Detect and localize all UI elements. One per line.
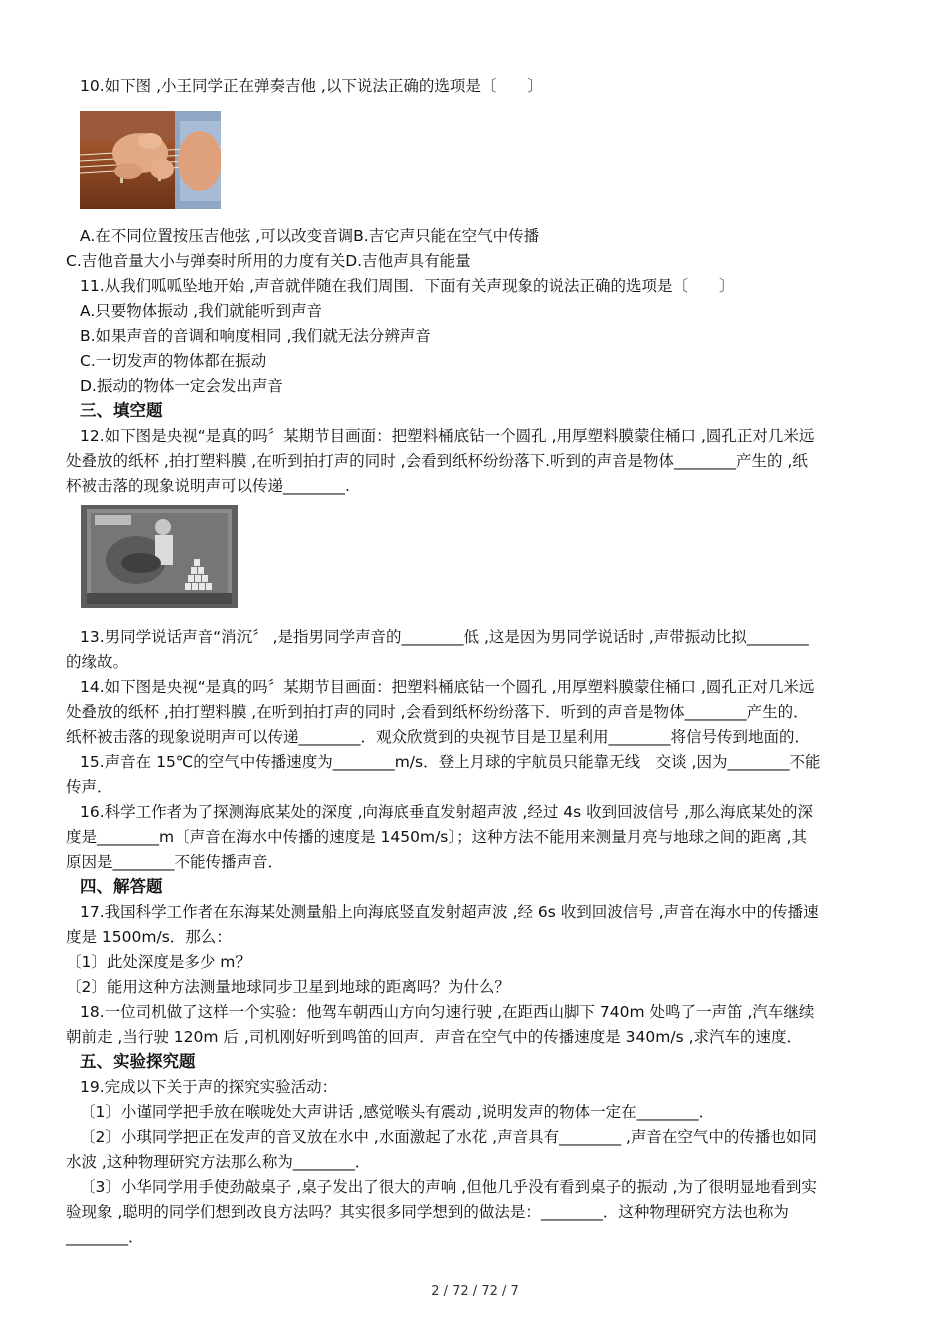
page-number-footer: 2 / 72 / 72 / 7 [431, 1284, 519, 1299]
q17-line-2: 度是 1500m/s．那么： [66, 928, 232, 946]
q14-line-1: 14.如下图是央视“是真的吗〞某期节目画面：把塑料桶底钻一个圆孔 ,用厚塑料膜蒙住桶口 ,圆孔正对几米远 [80, 678, 815, 696]
tv-program-photo-icon [81, 505, 238, 608]
section-answer-title: 四、解答题 [80, 877, 163, 896]
q11-stem: 11.从我们呱呱坠地开始 ,声音就伴随在我们周围．下面有关声现象的说法正确的选项是〔 〕 [80, 277, 735, 295]
q10-stem: 10.如下图 ,小王同学正在弹奏吉他 ,以下说法正确的选项是〔 〕 [80, 77, 543, 95]
q15-line-1: 15.声音在 15℃的空气中传播速度为________m/s．登上月球的宇航员只能靠无线 交谈 ,因为________不能 [80, 753, 821, 771]
q14-line-2: 处叠放的纸杯 ,拍打塑料膜 ,在听到拍打声的同时 ,会看到纸杯纷纷落下．听到的声音是物体________产生的． [66, 703, 809, 721]
q18-line-1: 18.一位司机做了这样一个实验：他驾车朝西山方向匀速行驶 ,在距西山脚下 740m 处鸣了一声笛 ,汽车继续 [80, 1003, 815, 1021]
q19-part-2-line-2: 水波 ,这种物理研究方法那么称为________． [66, 1153, 371, 1171]
q11-option-b: B.如果声音的音调和响度相同 ,我们就无法分辨声音 [80, 327, 431, 345]
q19-stem: 19.完成以下关于声的探究实验活动： [80, 1078, 338, 1096]
q19-part-2-line-1: 〔2〕小琪同学把正在发声的音叉放在水中 ,水面激起了水花 ,声音具有________ ,声音在空气中的传播也如同 [80, 1128, 817, 1146]
q10-options-cd: C.吉他音量大小与弹奏时所用的力度有关D.吉他声具有能量 [66, 252, 471, 270]
q10-options-ab: A.在不同位置按压吉他弦 ,可以改变音调B.吉它声只能在空气中传播 [80, 227, 540, 245]
q16-line-3: 原因是________不能传播声音． [66, 853, 284, 871]
section-experiment-title: 五、实验探究题 [80, 1052, 196, 1071]
q13-line-1: 13.男同学说话声音“消沉〞 ,是指男同学声音的________低 ,这是因为男同学说话时 ,声带振动比拟________ [80, 628, 809, 646]
q16-line-1: 16.科学工作者为了探测海底某处的深度 ,向海底垂直发射超声波 ,经过 4s 收到回波信号 ,那么海底某处的深 [80, 803, 814, 821]
q14-line-3: 纸杯被击落的现象说明声可以传递________．观众欣赏到的央视节目是卫星利用________将信号传到地面的． [66, 728, 811, 746]
q19-part-3-line-2: 验现象 ,聪明的同学们想到改良方法吗？其实很多同学想到的做法是：________．这种物理研究方法也称为 [66, 1203, 789, 1221]
section-fill-blank-title: 三、填空题 [80, 401, 163, 420]
q19-part-1: 〔1〕小谨同学把手放在喉咙处大声讲话 ,感觉喉头有震动 ,说明发声的物体一定在________． [80, 1103, 715, 1121]
guitar-photo [80, 111, 221, 209]
q11-option-a: A.只要物体振动 ,我们就能听到声音 [80, 302, 323, 320]
q12-line-1: 12.如下图是央视“是真的吗〞某期节目画面：把塑料桶底钻一个圆孔 ,用厚塑料膜蒙住桶口 ,圆孔正对几米远 [80, 427, 815, 445]
q17-sub-1: 〔1〕此处深度是多少 m？ [66, 953, 251, 971]
q16-line-2: 度是________m〔声音在海水中传播的速度是 1450m/s〕；这种方法不能用来测量月亮与地球之间的距离 ,其 [66, 828, 807, 846]
q18-line-2: 朝前走 ,当行驶 120m 后 ,司机刚好听到鸣笛的回声．声音在空气中的传播速度是 340m/s ,求汽车的速度． [66, 1028, 803, 1046]
q13-line-2: 的缘故。 [66, 653, 129, 671]
tv-program-photo [81, 505, 238, 608]
q19-part-3-line-3: ________． [66, 1228, 144, 1246]
q12-line-3: 杯被击落的现象说明声可以传递________. [66, 477, 350, 495]
q12-line-2: 处叠放的纸杯 ,拍打塑料膜 ,在听到拍打声的同时 ,会看到纸杯纷纷落下.听到的声音是物体________产生的 ,纸 [66, 452, 808, 470]
q11-option-c: C.一切发声的物体都在振动 [80, 352, 267, 370]
guitar-photo-icon [80, 111, 221, 209]
q17-sub-2: 〔2〕能用这种方法测量地球同步卫星到地球的距离吗？为什么？ [66, 978, 510, 996]
q17-line-1: 17.我国科学工作者在东海某处测量船上向海底竖直发射超声波 ,经 6s 收到回波信号 ,声音在海水中的传播速 [80, 903, 819, 921]
q19-part-3-line-1: 〔3〕小华同学用手使劲敲桌子 ,桌子发出了很大的声响 ,但他几乎没有看到桌子的振动 ,为了很明显地看到实 [80, 1178, 817, 1196]
q15-line-2: 传声． [66, 778, 113, 796]
q11-option-d: D.振动的物体一定会发出声音 [80, 377, 283, 395]
